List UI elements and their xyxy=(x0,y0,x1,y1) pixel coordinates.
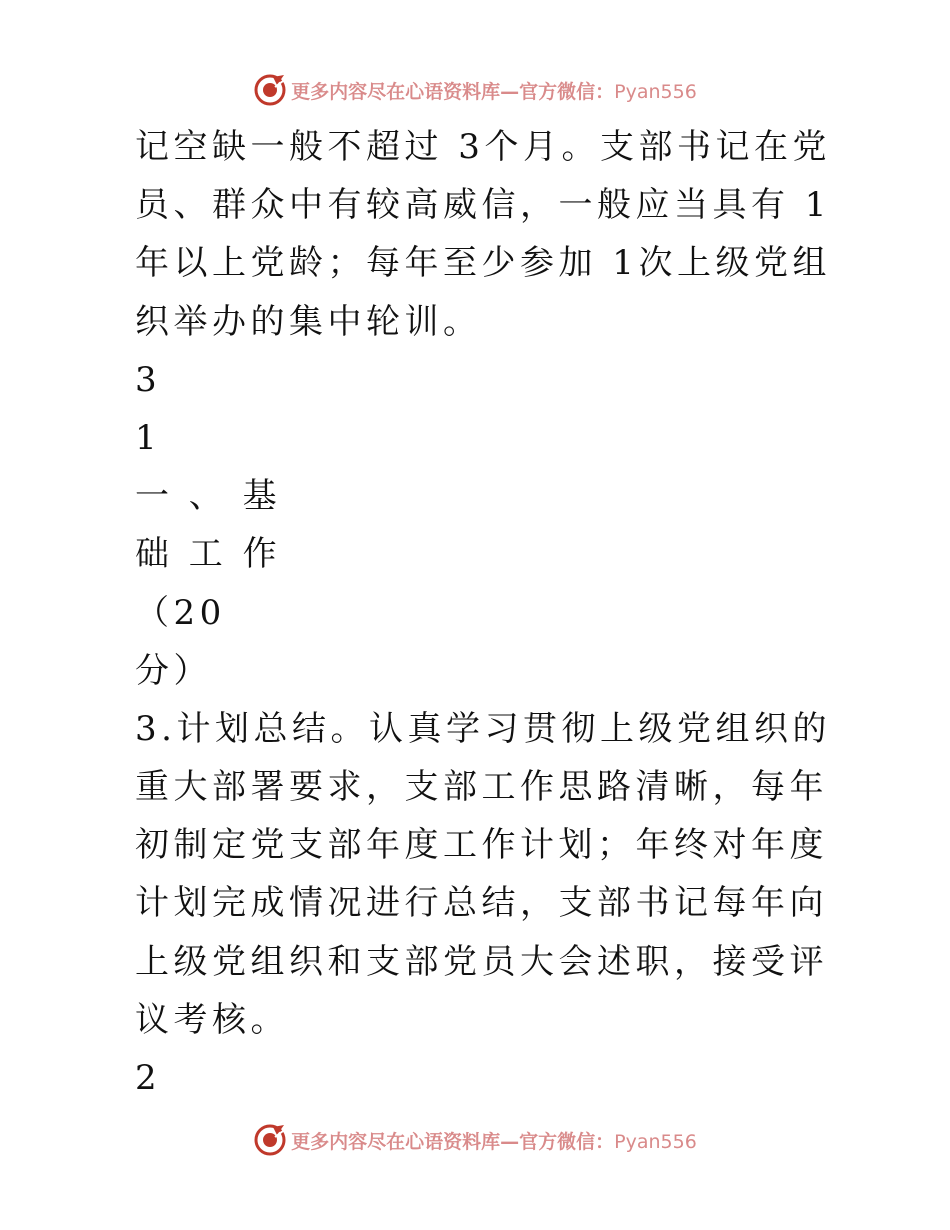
text-line: 员、群众中有较高威信，一般应当具有 1 xyxy=(135,185,831,226)
watermark-logo-icon xyxy=(253,1123,287,1157)
text-line: 计划完成情况进行总结，支部书记每年向 xyxy=(135,883,828,924)
text-line: 重大部署要求，支部工作思路清晰，每年 xyxy=(135,767,828,808)
watermark-text: 更多内容尽在心语资料库—官方微信：Pyan556 xyxy=(291,1130,697,1153)
text-line: 议考核。 xyxy=(135,999,289,1040)
text-line: 3.计划总结。认真学习贯彻上级党组织的 xyxy=(135,708,831,749)
document-body xyxy=(135,118,831,1107)
text-line: 记空缺一般不超过 3个月。支部书记在党 xyxy=(135,127,831,167)
text-line: 1 xyxy=(135,417,162,458)
text-line: 3 xyxy=(135,359,162,400)
section-score-line: 分） xyxy=(135,650,212,691)
watermark-header xyxy=(0,70,950,110)
watermark-footer xyxy=(0,1120,950,1160)
text-line: 织举办的集中轮训。 xyxy=(135,301,482,342)
text-line: 年以上党龄；每年至少参加 1次上级党组 xyxy=(135,243,831,284)
text-line: 2 xyxy=(135,1058,162,1098)
section-heading-line: 一 、 基 xyxy=(135,476,282,517)
watermark-logo-icon xyxy=(253,73,287,107)
text-line: 上级党组织和支部党员大会述职，接受评 xyxy=(135,941,828,982)
section-heading-line: 础 工 作 xyxy=(135,534,282,575)
text-line: 初制定党支部年度工作计划；年终对年度 xyxy=(135,825,828,866)
section-score-line: （20 xyxy=(135,592,226,633)
watermark-text: 更多内容尽在心语资料库—官方微信：Pyan556 xyxy=(291,80,697,103)
